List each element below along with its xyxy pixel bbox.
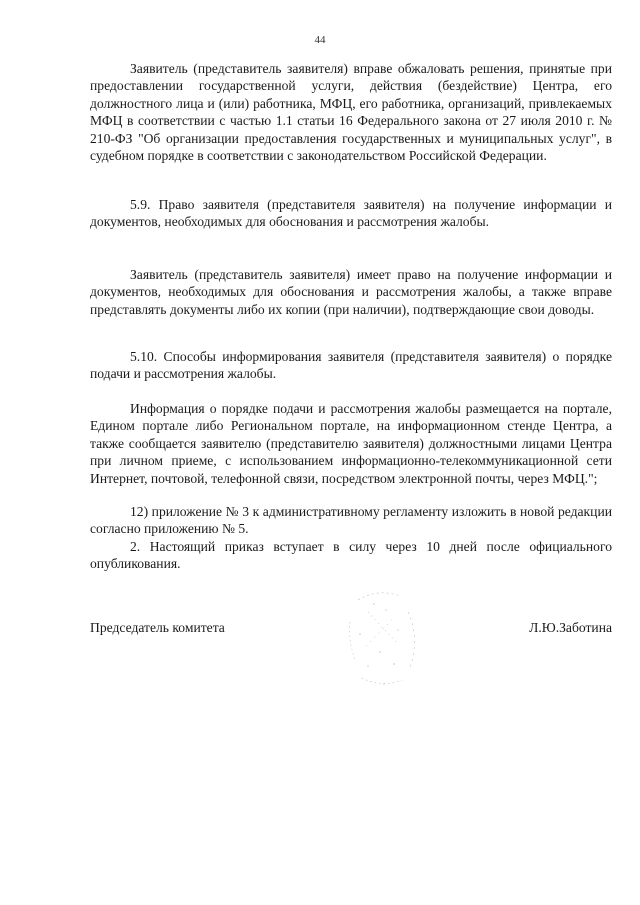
paragraph-item-12: 12) приложение № 3 к административному регламенту изложить в новой редакции согласно приложению № 5. <box>90 504 612 537</box>
paragraph-5-10-body: Информация о порядке подачи и рассмотрения жалобы размещается на портале, Едином портале либо Региональном портале, на информационном стенде Центра, а также сообщается заявителю (представителю заявителя) должностными лицами Центра при личном приеме, с использованием информационно-телекоммуникационной сети Интернет, почтовой, телефонной связи, посредством электронной почты, через МФЦ."; <box>90 401 612 486</box>
paragraph-appeal-right: Заявитель (представитель заявителя) вправе обжаловать решения, принятые при предоставлении государственной услуги, действия (бездействие) Центра, его должностного лица и (или) работника, МФЦ, его работника, организаций, привлекаемых МФЦ в соответствии с частью 1.1 статьи 16 Федерального закона от 27 июля 2010 г. № 210-ФЗ "Об организации предоставления государственных и муниципальных услуг", в судебном порядке в соответствии с законодательством Российской Федерации. <box>90 61 612 164</box>
signature-block <box>90 620 612 644</box>
paragraph-5-9-heading: 5.9. Право заявителя (представителя заявителя) на получение информации и документов, необходимых для обоснования и рассмотрения жалобы. <box>90 197 612 230</box>
paragraph-5-10-heading: 5.10. Способы информирования заявителя (представителя заявителя) о порядке подачи и рассмотрения жалобы. <box>90 349 612 382</box>
paragraph-item-2: 2. Настоящий приказ вступает в силу через 10 дней после официального опубликования. <box>90 539 612 572</box>
signer-name: Л.Ю.Заботина <box>529 620 612 635</box>
paragraph-5-9-body: Заявитель (представитель заявителя) имеет право на получение информации и документов, необходимых для обоснования и рассмотрения жалобы, а также вправе представлять документы либо их копии (при наличии), подтверждающие свои доводы. <box>90 267 612 317</box>
page-number: 44 <box>314 34 326 46</box>
signer-position: Председатель комитета <box>90 620 225 635</box>
